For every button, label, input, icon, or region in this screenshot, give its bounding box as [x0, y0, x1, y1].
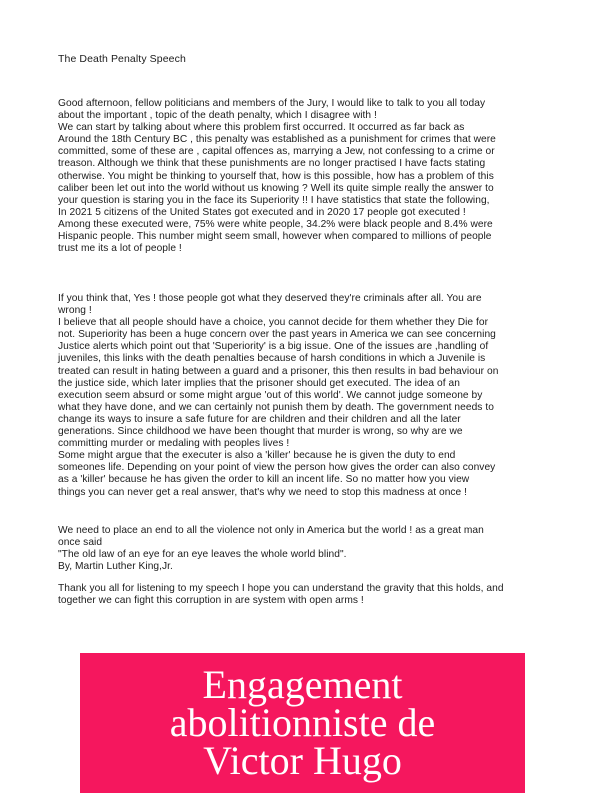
text-line: We need to place an end to all the violence not only in America but the world ! as a great man [58, 525, 484, 536]
banner-title [80, 662, 525, 783]
text-line: together we can fight this corruption in are system with open arms ! [58, 595, 364, 607]
paragraph-quote [58, 525, 554, 573]
text-line: trust me its a lot of people ! [58, 243, 182, 255]
banner-line: Victor Hugo [203, 738, 402, 783]
text-line: I believe that all people should have a choice, you cannot decide for them whether they Die for [58, 317, 489, 329]
quote-line: "The old law of an eye for an eye leaves the whole world blind". [58, 549, 347, 561]
text-line: Around the 18th Century BC , this penalty was established as a punishment for crimes that were [58, 134, 496, 146]
text-line: treason. Although we think that these punishments are no longer practised I have facts stating [58, 158, 486, 170]
text-line: the justice side, which later implies that the prisoner should get executed. The idea of an [58, 377, 460, 389]
text-line: Some might argue that the executer is also a 'killer' because he is given the duty to end [58, 450, 456, 462]
paragraph-argument [58, 293, 554, 499]
text-line: treated can result in hating between a guard and a prisoner, this then results in bad behaviour on [58, 365, 499, 377]
text-line: caliber been let out into the world without us knowing ? Well its quite simple really the answer to [58, 182, 494, 194]
text-line: Thank you all for listening to my speech I hope you can understand the gravity that this holds, and [58, 583, 504, 594]
banner-line: Engagement [202, 662, 403, 707]
text-line: We can start by talking about where this problem first occurred. It occurred as far back as [58, 122, 465, 134]
text-line: not. Superiority has been a huge concern over the past years in America we can see concerning [58, 329, 496, 341]
text-line: what they have done, and we can certainly not punish them by death. The government needs to [58, 401, 494, 413]
text-line: Justice alerts which point out that 'Superiority' is a big issue. One of the issues are ,handling of [58, 341, 489, 353]
banner-line: abolitionniste de [169, 700, 436, 745]
title-banner [80, 653, 525, 793]
text-line: change its ways to insure a safe future for are children and their children and all the later [58, 413, 461, 425]
quote-attribution: By, Martin Luther King,Jr. [58, 561, 173, 573]
text-line: otherwise. You might be thinking to yourself that, how is this possible, how has a problem of this [58, 170, 494, 182]
text-line: If you think that, Yes ! those people got what they deserved they're criminals after all. You are [58, 293, 482, 304]
text-line: once said [58, 537, 103, 549]
text-line: Good afternoon, fellow politicians and members of the Jury, I would like to talk to you all today [58, 98, 486, 109]
text-line: In 2021 5 citizens of the United States got executed and in 2020 17 people got executed ! [58, 206, 466, 218]
text-line: Hispanic people. This number might seem small, however when compared to millions of people [58, 231, 492, 243]
text-line: someones life. Depending on your point of view the person how gives the order can also convey [58, 462, 496, 474]
text-line: juveniles, this links with the death penalties because of harsh conditions in which a Juvenile is [58, 353, 486, 365]
text-line: your question is staring you in the face its Superiority !! I have statistics that state the following, [58, 194, 490, 206]
document-title: The Death Penalty Speech [58, 53, 186, 65]
text-line: Among these executed were, 75% were white people, 34.2% were black people and 8.4% were [58, 218, 493, 230]
paragraph-introduction [58, 98, 554, 255]
text-line: execution seem absurd or some might argue 'out of this world'. We cannot judge someone by [58, 389, 483, 401]
text-line: committed, some of these are , capital offences as, marrying a Jew, not confessing to a crime or [58, 146, 495, 158]
text-line: as a 'killer' because he has given the order to kill an incent life. So no matter how you view [58, 474, 470, 486]
text-line: generations. Since childhood we have been thought that murder is wrong, so why are we [58, 426, 463, 438]
paragraph-closing [58, 583, 554, 607]
text-line: about the important , topic of the death penalty, which I disagree with ! [58, 110, 377, 122]
text-line: committing murder or medaling with peoples lives ! [58, 438, 290, 450]
text-line: things you can never get a real answer, that's why we need to stop this madness at once ! [58, 486, 468, 498]
text-line: wrong ! [58, 305, 92, 317]
